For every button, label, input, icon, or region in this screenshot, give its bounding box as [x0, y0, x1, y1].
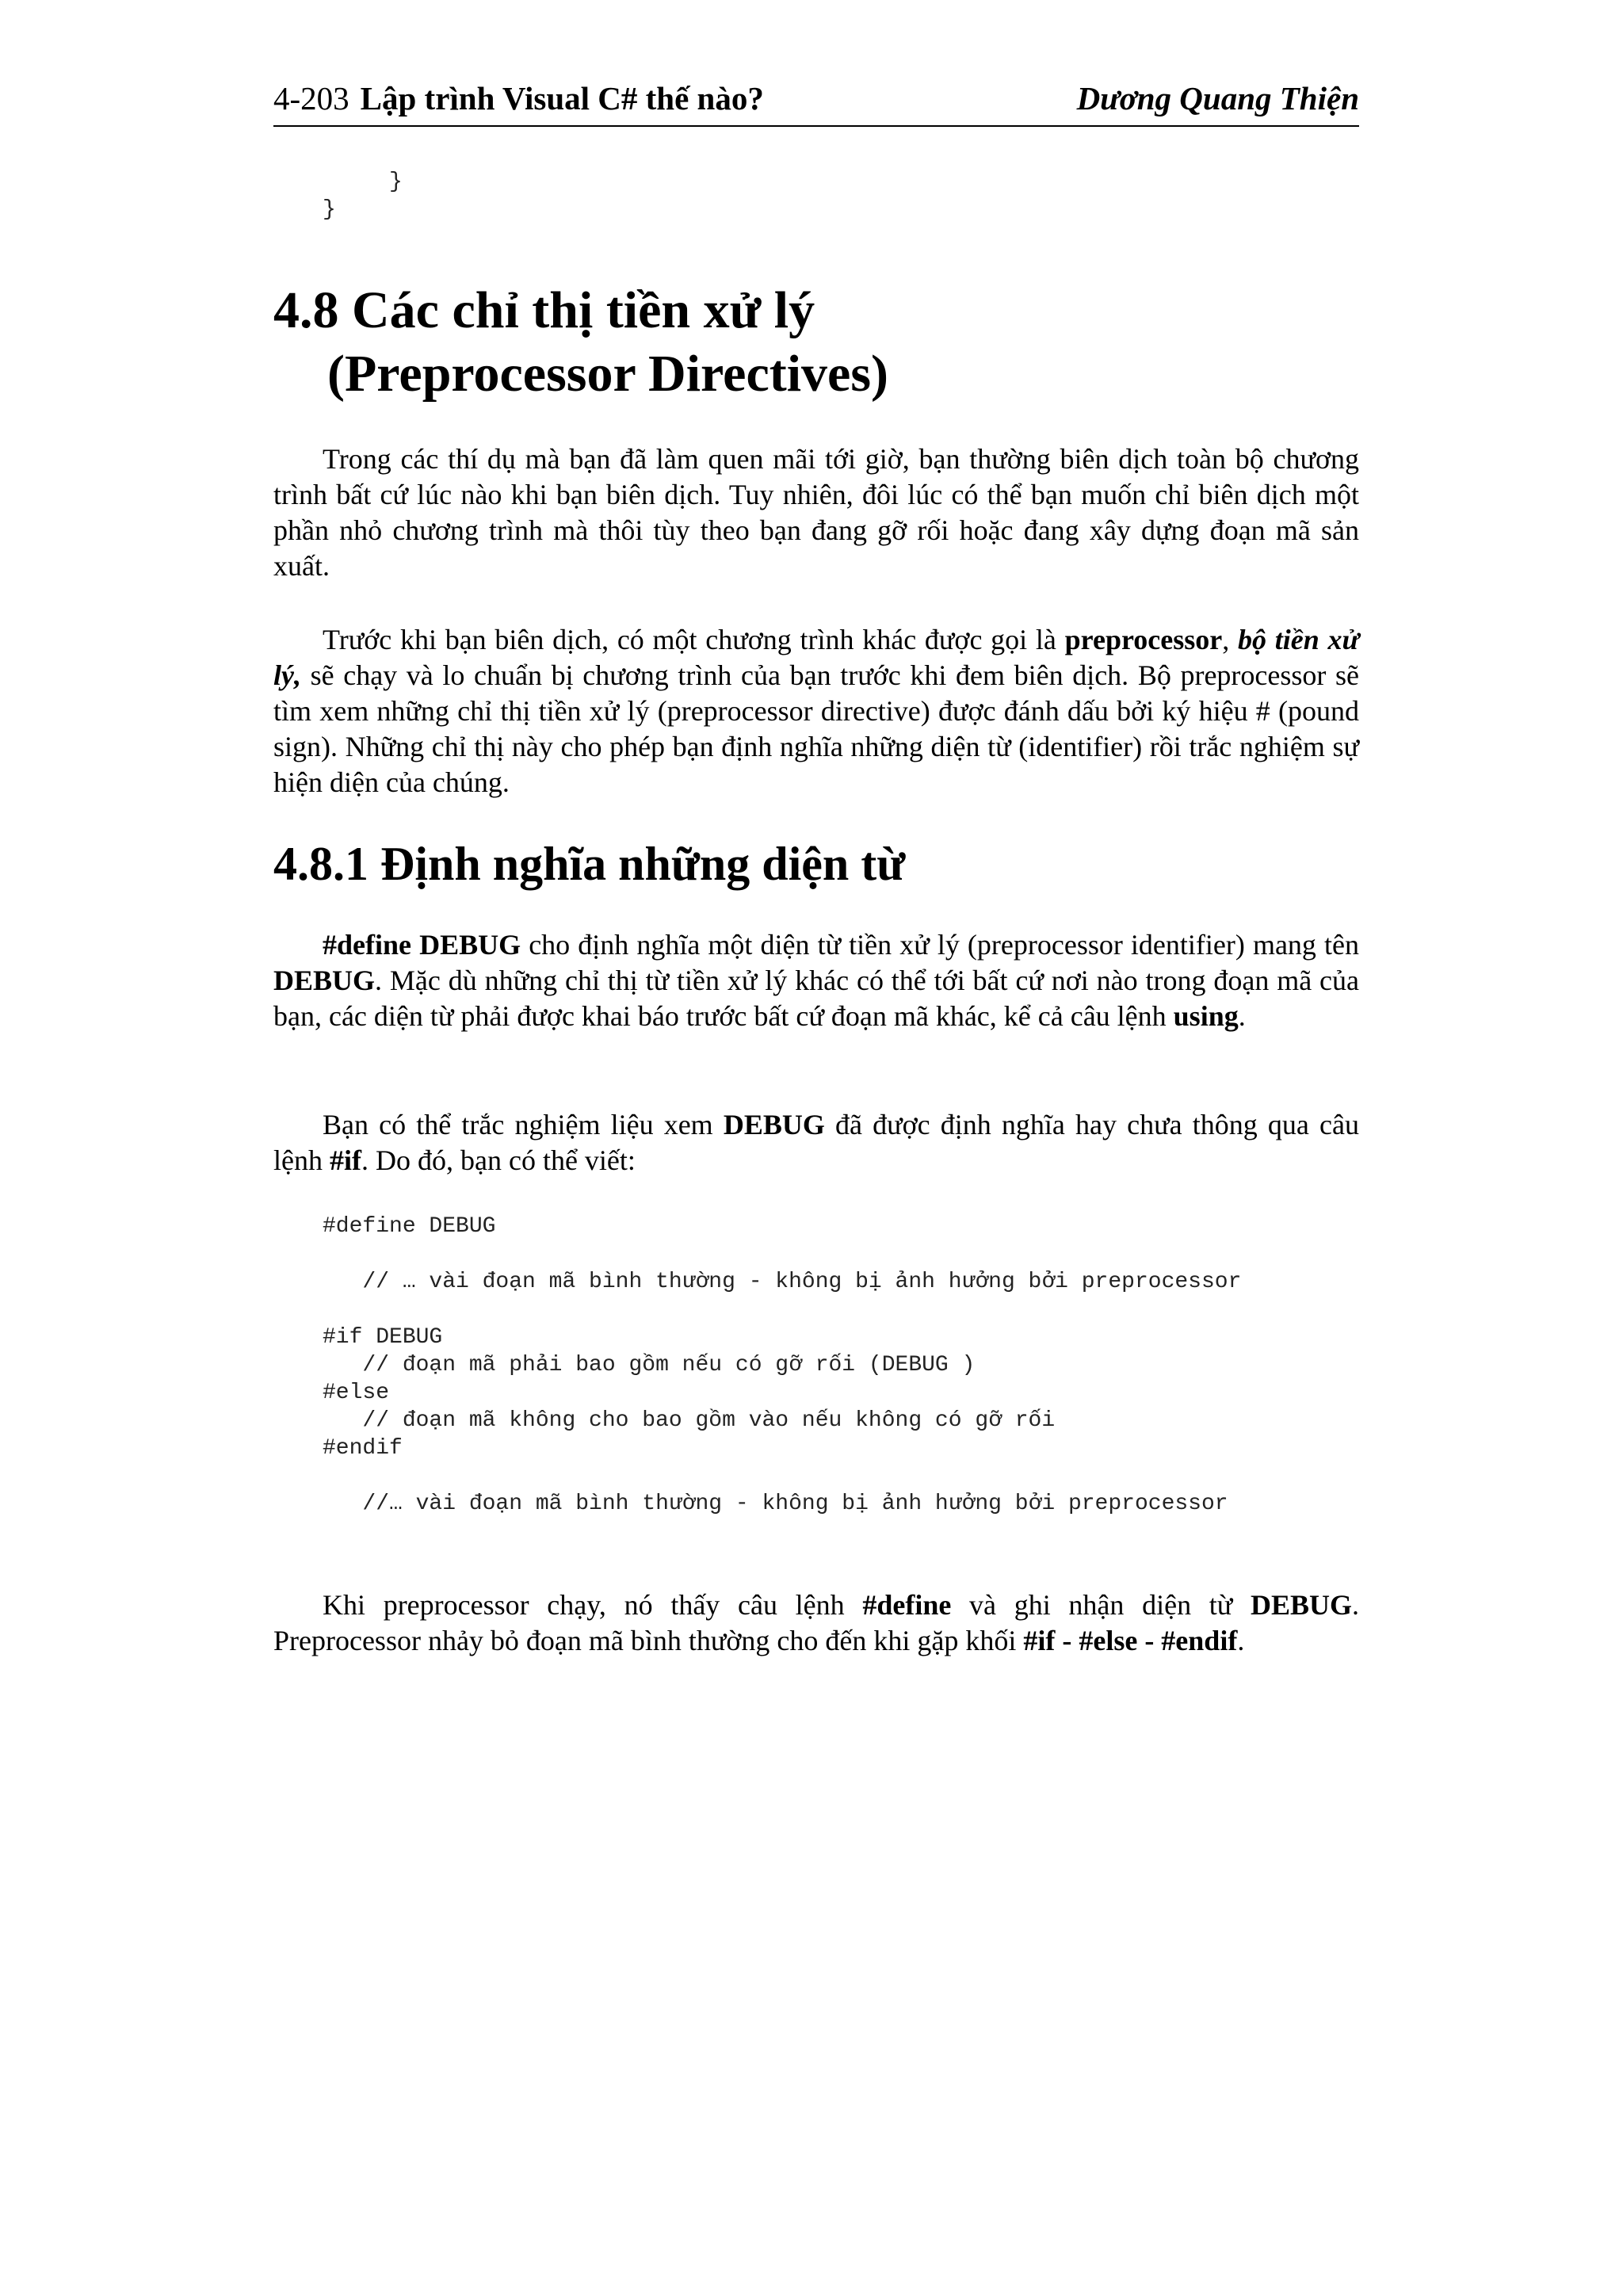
paragraph-conclusion: [273, 1587, 1359, 1659]
text-run: .: [1238, 1000, 1246, 1032]
bold-term: DEBUG: [273, 965, 376, 996]
author-name: Dương Quang Thiện: [1076, 80, 1359, 117]
code-snippet-top: } }: [323, 170, 403, 222]
text-run: Khi preprocessor chạy, nó thấy câu lệnh: [323, 1589, 863, 1621]
text-run: đã được định nghĩa hay chưa thông qua câu lệnh: [273, 1109, 1359, 1176]
paragraph-test: [273, 1107, 1359, 1179]
text-run: .: [1237, 1625, 1245, 1656]
italic-term: bộ tiền xử lý,: [273, 624, 1360, 691]
section-title-line1: 4.8 Các chỉ thị tiền xử lý: [273, 281, 815, 339]
page-header: [273, 78, 1359, 127]
text-run: và ghi nhận diện từ: [951, 1589, 1251, 1621]
bold-term: using: [1173, 1000, 1239, 1032]
code-snippet-main: #define DEBUG // … vài đoạn mã bình thường - không bị ảnh hưởng bởi preprocessor #if DEBUG // đoạn mã phải bao gồm nếu có gỡ rối (DEBUG ) #else // đoạn mã không cho bao gồm vào nếu không có gỡ rối #endif //… vài đoạn mã bình thường - không bị ảnh hưởng bởi preprocessor: [323, 1214, 1242, 1516]
header-left: [273, 79, 764, 117]
bold-term: #define DEBUG: [323, 929, 521, 961]
text-run: sẽ chạy và lo chuẩn bị chương trình của bạn trước khi đem biên dịch. Bộ preprocessor sẽ tìm xem những chỉ thị tiền xử lý (preprocessor directive) được đánh dấu bởi ký hiệu # (pound sign). Những chỉ thị này cho phép bạn định nghĩa những diện từ (identifier) rồi trắc nghiệm sự hiện diện của chúng.: [273, 659, 1359, 798]
subsection-title: 4.8.1 Định nghĩa những diện từ: [273, 838, 906, 890]
text-run: . Do đó, bạn có thể viết:: [361, 1144, 636, 1176]
text-run: ,: [1222, 624, 1238, 655]
paragraph-define: [273, 927, 1359, 1034]
bold-term: #if: [329, 1144, 361, 1176]
paragraph-intro: Trong các thí dụ mà bạn đã làm quen mãi tới giờ, bạn thường biên dịch toàn bộ chương trình bất cứ lúc nào khi bạn biên dịch. Tuy nhiên, đôi lúc có thể bạn muốn chỉ biên dịch một phần nhỏ chương trình mà thôi tùy theo bạn đang gỡ rối hoặc đang xây dựng đoạn mã sản xuất.: [273, 443, 1359, 582]
text-run: cho định nghĩa một diện từ tiền xử lý (preprocessor identifier) mang tên: [521, 929, 1359, 961]
book-title: Lập trình Visual C# thế nào?: [360, 80, 764, 117]
bold-term: preprocessor: [1064, 624, 1223, 655]
page-number: 4-203: [273, 80, 349, 117]
text-run: Trước khi bạn biên dịch, có một chương trình khác được gọi là: [323, 624, 1065, 655]
bold-term: #define: [862, 1589, 952, 1621]
section-title: [273, 279, 888, 406]
bold-term: #if - #else - #endif: [1023, 1625, 1238, 1656]
bold-term: DEBUG: [723, 1109, 825, 1140]
text-run: . Preprocessor nhảy bỏ đoạn mã bình thường cho đến khi gặp khối: [273, 1589, 1360, 1656]
text-run: Bạn có thể trắc nghiệm liệu xem: [323, 1109, 724, 1140]
text-run: . Mặc dù những chỉ thị từ tiền xử lý khác có thể tới bất cứ nơi nào trong đoạn mã của bạn, các diện từ phải được khai báo trước bất cứ đoạn mã khác, kể cả câu lệnh: [273, 965, 1359, 1032]
paragraph-preprocessor: [273, 622, 1359, 800]
section-title-line2: (Preprocessor Directives): [327, 345, 889, 403]
bold-term: DEBUG: [1250, 1589, 1353, 1621]
